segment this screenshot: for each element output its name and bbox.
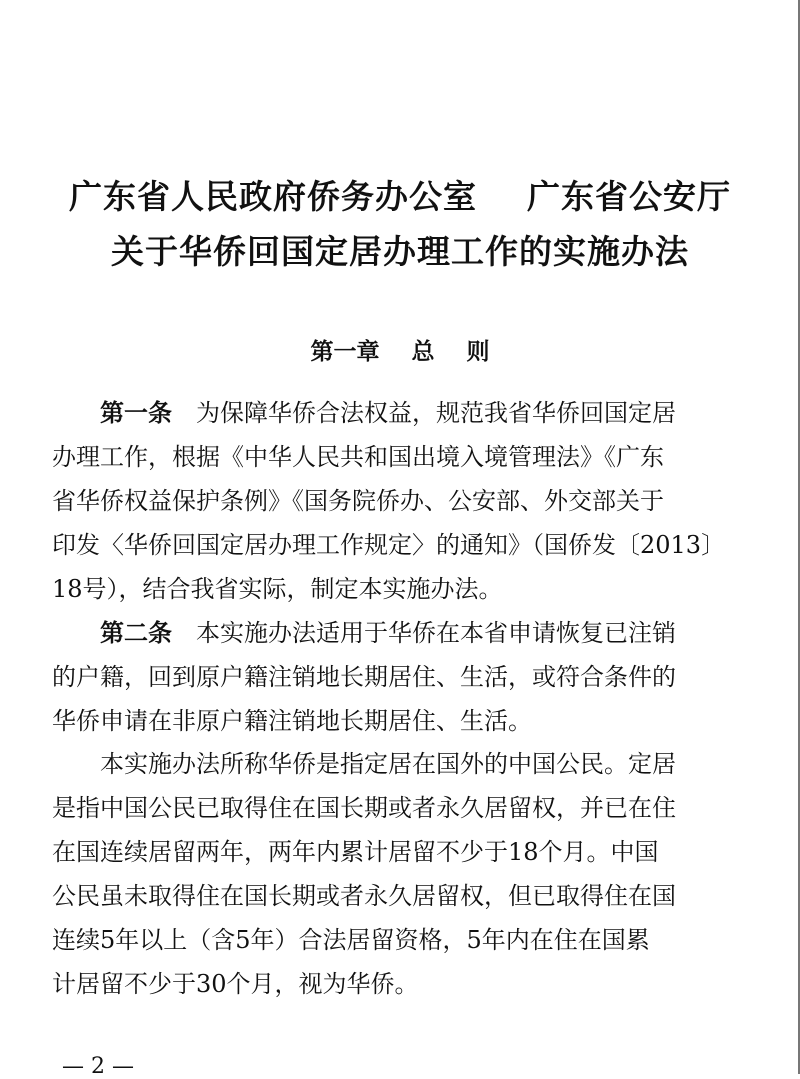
article-1-line [100, 395, 676, 431]
paragraph-3-line: 本实施办法所称华侨是指定居在国外的中国公民。定居 [100, 750, 676, 778]
article-1-line: 省华侨权益保护条例》《国务院侨办、公安部、外交部关于 [52, 487, 664, 515]
paragraph-3-line: 计居留不少于30个月，视为华侨。 [52, 970, 419, 998]
article-1-line: 办理工作，根据《中华人民共和国出境入境管理法》《广东 [52, 443, 664, 471]
paragraph-3-line: 连续5年以上（含5年）合法居留资格，5年内在住在国累 [52, 926, 650, 954]
paragraph-3-line: 公民虽未取得住在国长期或者永久居留权，但已取得住在国 [52, 882, 676, 910]
document-title-line-1: 广东省人民政府侨务办公室 广东省公安厅 [69, 177, 731, 216]
article-2-line: 的户籍，回到原户籍注销地长期居住、生活，或符合条件的 [52, 663, 676, 691]
document-title-line-2: 关于华侨回国定居办理工作的实施办法 [111, 232, 689, 271]
article-2-line: 华侨申请在非原户籍注销地长期居住、生活。 [52, 707, 532, 735]
article-1-text: 为保障华侨合法权益，规范我省华侨回国定居 [196, 399, 676, 427]
paragraph-3-line: 是指中国公民已取得住在国长期或者永久居留权，并已在住 [52, 794, 676, 822]
article-1-line: 18号），结合我省实际，制定本实施办法。 [52, 575, 503, 603]
article-1-label: 第一条 [100, 399, 172, 427]
article-2-text: 本实施办法适用于华侨在本省申请恢复已注销 [196, 619, 676, 647]
article-1-line: 印发〈华侨回国定居办理工作规定〉的通知》（国侨发〔2013〕 [52, 531, 726, 559]
paragraph-3-line: 在国连续居留两年，两年内累计居留不少于18个月。中国 [52, 838, 659, 866]
page-number: — 2 — [62, 1054, 134, 1079]
article-2-line [100, 615, 676, 651]
article-2-label: 第二条 [100, 619, 172, 647]
chapter-heading: 第一章 总 则 [310, 339, 490, 365]
